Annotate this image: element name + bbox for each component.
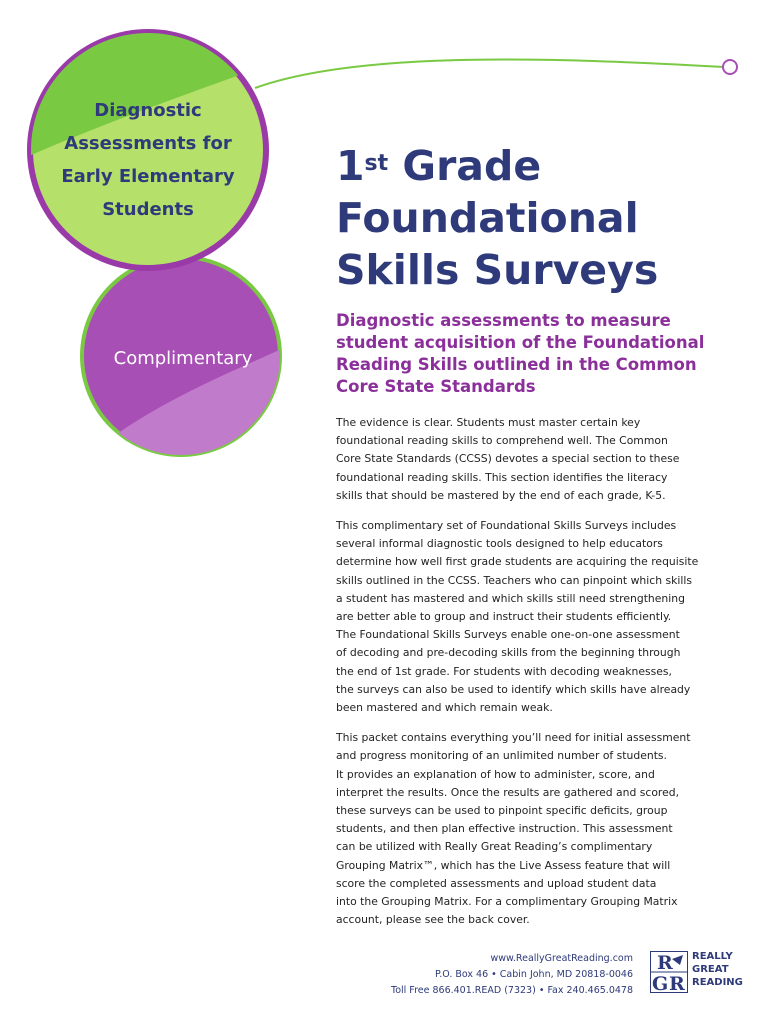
title-line-1 [336,140,658,192]
logo-word: READING [692,977,743,988]
body-line: skills outlined in the CCSS. Teachers who can pinpoint which skills [336,573,692,587]
body-line: foundational reading skills to comprehend well. The Common [336,434,668,448]
body-line: score the completed assessments and upload student data [336,876,657,890]
logo-letter-r: R [657,952,673,974]
body-line: these surveys can be used to pinpoint specific deficits, group [336,804,668,818]
body-line: The Foundational Skills Surveys enable one-on-one assessment [336,628,680,642]
badge-line: Early Elementary [61,166,235,187]
body-line: Core State Standards (CCSS) devotes a special section to these [336,452,680,466]
badge-line: Diagnostic [94,100,202,121]
logo-word: REALLY [692,951,733,962]
subtitle-line: Core State Standards [336,377,536,396]
body-line: students, and then plan effective instruction. This assessment [336,822,673,836]
subtitle-line: Reading Skills outlined in the Common [336,355,697,374]
page-title [336,140,658,296]
paragraph-evidence [336,414,706,505]
body-line: a student has mastered and which skills still need strengthening [336,591,685,605]
body-line: This complimentary set of Foundational Skills Surveys includes [336,519,677,533]
logo-word: GREAT [692,964,729,975]
subtitle-line: Diagnostic assessments to measure [336,311,671,330]
connector-end-ring [723,60,737,74]
body-line: are better able to group and instruct their students efficiently. [336,610,672,624]
contact-footer [391,951,633,999]
body-line: been mastered and which remain weak. [336,701,553,715]
title-line-2: Foundational [336,194,639,242]
subtitle-line: student acquisition of the Foundational [336,333,705,352]
badge-line: Students [102,199,194,220]
phone-fax: Toll Free 866.401.READ (7323) • Fax 240.465.0478 [391,985,633,996]
paragraph-surveys [336,517,706,717]
body-line: It provides an explanation of how to administer, score, and [336,767,655,781]
body-line: foundational reading skills. This section identifies the literacy [336,470,668,484]
paragraph-packet [336,729,706,929]
body-line: into the Grouping Matrix. For a complimentary Grouping Matrix [336,895,678,909]
logo-wordmark [692,950,743,989]
body-line: interpret the results. Once the results are gathered and scored, [336,785,680,799]
connector-line [255,60,724,88]
title-ordinal: 1 [336,142,365,190]
subtitle [336,310,706,398]
body-line: of decoding and pre-decoding skills from the beginning through [336,646,681,660]
body-line: determine how well first grade students are acquiring the requisite [336,555,699,569]
body-text [336,414,706,941]
body-line: This packet contains everything you’ll need for initial assessment [336,731,691,745]
logo-letter-g: G [652,973,669,993]
badge-line: Assessments for [64,133,232,154]
body-line: Grouping Matrix™, which has the Live Assess feature that will [336,858,671,872]
title-line-3: Skills Surveys [336,246,659,294]
body-line: skills that should be mastered by the end of each grade, K-5. [336,488,666,502]
body-line: can be utilized with Really Great Reading’s complimentary [336,840,653,854]
logo-letter-r2: R [669,973,685,993]
body-line: the end of 1st grade. For students with decoding weaknesses, [336,664,672,678]
body-line: and progress monitoring of an unlimited number of students. [336,749,667,763]
title-ordinal-suffix: st [364,151,389,176]
body-line: The evidence is clear. Students must master certain key [336,416,641,429]
rgr-logo-icon [650,951,688,993]
mailing-address: P.O. Box 46 • Cabin John, MD 20818-0046 [434,969,633,980]
website-link[interactable]: www.ReallyGreatReading.com [490,953,633,964]
body-line: several informal diagnostic tools designed to help educators [336,537,663,551]
complimentary-label: Complimentary [113,348,253,369]
badge-heading [48,94,248,226]
body-line: the surveys can also be used to identify which skills have already [336,682,691,696]
title-line-1-text: Grade [388,142,542,190]
body-line: account, please see the back cover. [336,913,530,927]
